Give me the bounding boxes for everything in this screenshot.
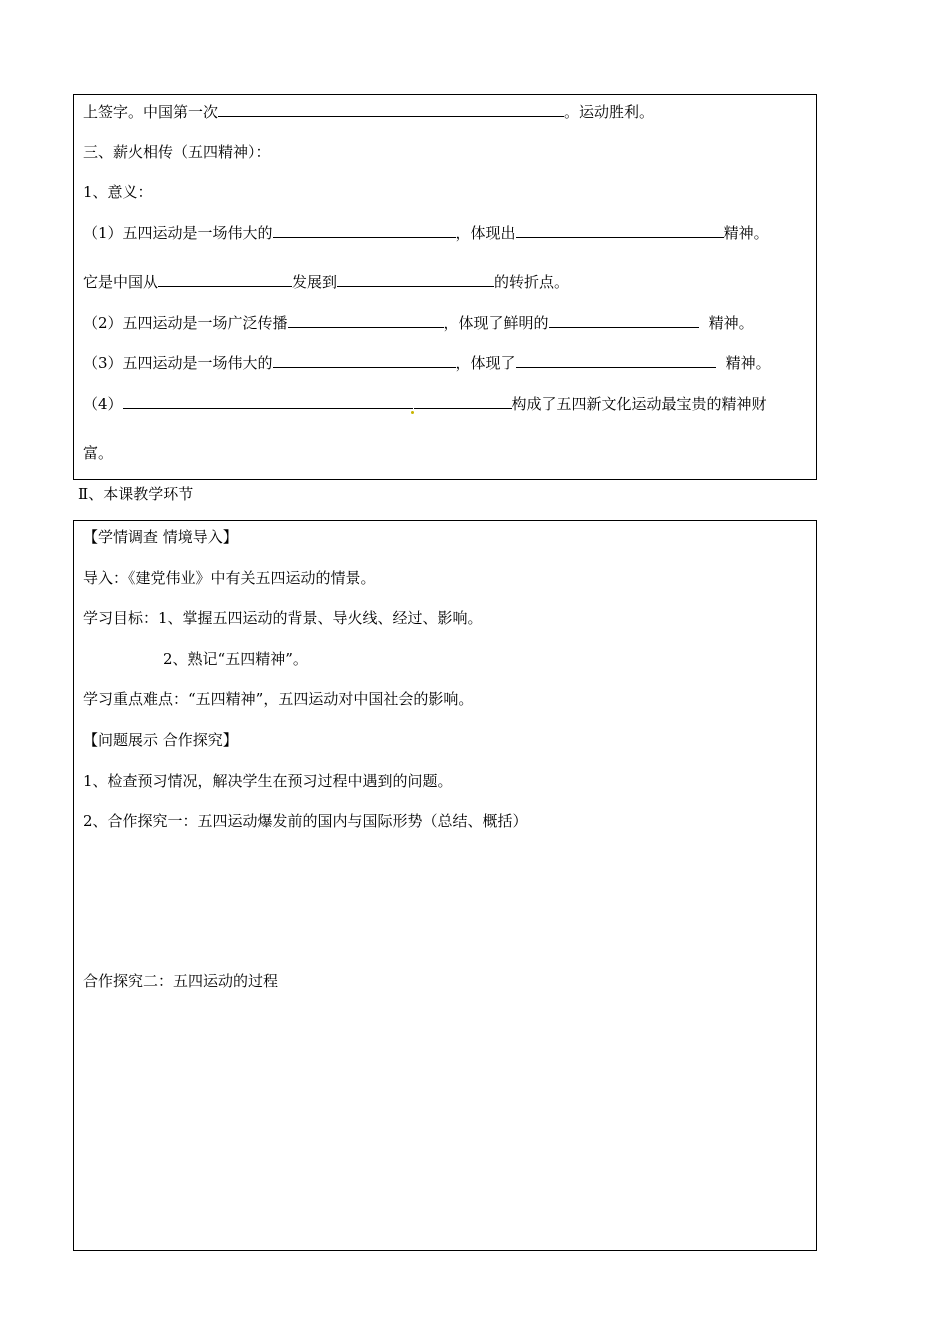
- blank-line[interactable]: [414, 393, 512, 409]
- heading-problem-display: 【问题展示 合作探究】: [83, 731, 238, 749]
- text: （2）五四运动是一场广泛传播: [83, 314, 288, 332]
- text-intro: 导入：《建党伟业》中有关五四运动的情景。: [83, 569, 376, 587]
- line-significance-3: [83, 352, 771, 373]
- text: 发展到: [292, 273, 338, 291]
- line-wealth: 富。: [83, 444, 114, 462]
- line-signing: [83, 101, 654, 122]
- heading-survey-intro: 【学情调查 情境导入】: [83, 528, 238, 546]
- blank-line[interactable]: [273, 222, 456, 238]
- blank-line[interactable]: [123, 393, 413, 409]
- dot-mark: [411, 411, 414, 414]
- text: 。运动胜利。: [564, 103, 655, 121]
- blank-line[interactable]: [273, 352, 456, 368]
- text-question-2: 2、合作探究一：五四运动爆发前的国内与国际形势（总结、概括）: [83, 812, 528, 830]
- blank-line[interactable]: [288, 312, 444, 328]
- text: ，体现了鲜明的: [443, 314, 549, 332]
- blank-line[interactable]: [158, 271, 292, 287]
- text: 构成了五四新文化运动最宝贵的精神财: [511, 395, 767, 413]
- line-significance-2: [83, 312, 754, 333]
- line-significance-1: [83, 222, 769, 243]
- text-question-3: 合作探究二：五四运动的过程: [83, 972, 279, 990]
- line-turning-point: [83, 271, 569, 292]
- text: 的转折点。: [494, 273, 570, 291]
- text: （1）五四运动是一场伟大的: [83, 224, 273, 242]
- section-title: Ⅱ、本课教学环节: [78, 485, 194, 503]
- blank-line[interactable]: [516, 352, 716, 368]
- text: ，体现了: [455, 354, 516, 372]
- text-goal-1: 学习目标：1、掌握五四运动的背景、导火线、经过、影响。: [83, 609, 483, 627]
- text: 上签字。中国第一次: [83, 103, 219, 121]
- heading-significance: 1、意义：: [83, 183, 153, 201]
- text-question-1: 1、检查预习情况，解决学生在预习过程中遇到的问题。: [83, 772, 453, 790]
- text: （3）五四运动是一场伟大的: [83, 354, 273, 372]
- heading-five-four-spirit: 三、薪火相传（五四精神）：: [83, 143, 271, 161]
- text: （4）: [83, 395, 123, 413]
- text: ，体现出: [455, 224, 516, 242]
- lesson-box: [73, 520, 817, 1251]
- text: 精神。: [708, 314, 754, 332]
- blank-line[interactable]: [549, 312, 699, 328]
- text: 精神。: [725, 354, 771, 372]
- blank-line[interactable]: [516, 222, 724, 238]
- fill-in-box-top: [73, 94, 817, 480]
- blank-line[interactable]: [218, 101, 564, 117]
- text: 它是中国从: [83, 273, 159, 291]
- text-key-points: 学习重点难点：“五四精神”，五四运动对中国社会的影响。: [83, 690, 474, 708]
- blank-line[interactable]: [337, 271, 494, 287]
- text-goal-2: 2、熟记“五四精神”。: [163, 650, 308, 668]
- text: 精神。: [723, 224, 769, 242]
- line-significance-4: [83, 393, 767, 414]
